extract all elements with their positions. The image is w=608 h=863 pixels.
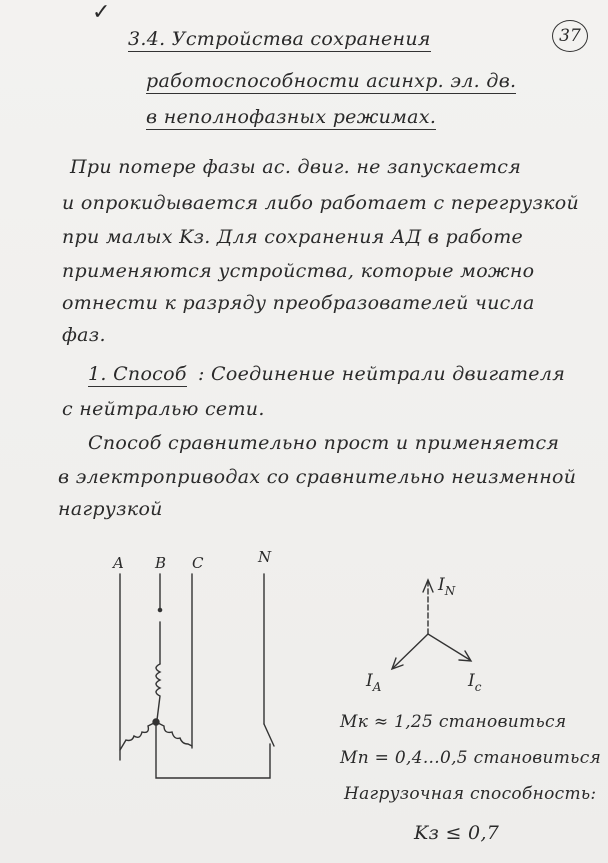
check-mark-icon: ✓	[92, 0, 111, 25]
label-a: A	[113, 554, 124, 572]
intro-line-4: применяются устройства, которые можно	[62, 260, 535, 282]
intro-line-2: и опрокидывается либо работает с перегрузкой	[62, 192, 580, 214]
title-line-3: в неполнофазных режимах.	[146, 106, 437, 128]
vector-ic	[428, 634, 470, 660]
description-line-2: в электроприводах со сравнительно неизменной	[58, 466, 577, 488]
label-in: $I_N$	[438, 575, 456, 598]
intro-line-5: отнести к разряду преобразователей числа	[62, 292, 535, 314]
vector-ia	[393, 634, 428, 668]
neutral-switch	[264, 724, 274, 746]
intro-line-1: При потере фазы ас. двиг. не запускается	[70, 156, 522, 178]
page-number: 37	[552, 20, 588, 52]
description-line-3: нагрузкой	[58, 498, 163, 520]
label-ia: $I_A$	[366, 671, 382, 694]
method-heading: 1. Способ	[88, 363, 187, 385]
method-text-line-1: : Соединение нейтрали двигателя	[198, 363, 566, 385]
title-line-2: работоспособности асинхр. эл. дв.	[146, 70, 517, 92]
title-line-1: 3.4. Устройства сохранения	[128, 28, 431, 50]
label-ic: $I_c$	[468, 671, 482, 694]
intro-line-6: фаз.	[62, 324, 106, 346]
result-mp: Mп = 0,4...0,5 становиться	[340, 748, 602, 768]
result-kz: Kз ≤ 0,7	[414, 822, 500, 844]
neutral-link	[156, 722, 270, 778]
method-text-line-2: с нейтралью сети.	[62, 398, 265, 420]
label-n: N	[258, 548, 272, 566]
load-capacity-heading: Нагрузочная способность:	[344, 784, 597, 804]
winding-b	[156, 664, 160, 720]
label-b: B	[155, 554, 167, 572]
result-mk: Mк ≈ 1,25 становиться	[340, 712, 567, 732]
winding-c	[156, 722, 192, 746]
intro-line-3: при малых Kз. Для сохранения АД в работе	[62, 226, 524, 248]
winding-a	[120, 722, 156, 750]
description-line-1: Способ сравнительно прост и применяется	[88, 432, 560, 454]
label-c: C	[192, 554, 204, 572]
